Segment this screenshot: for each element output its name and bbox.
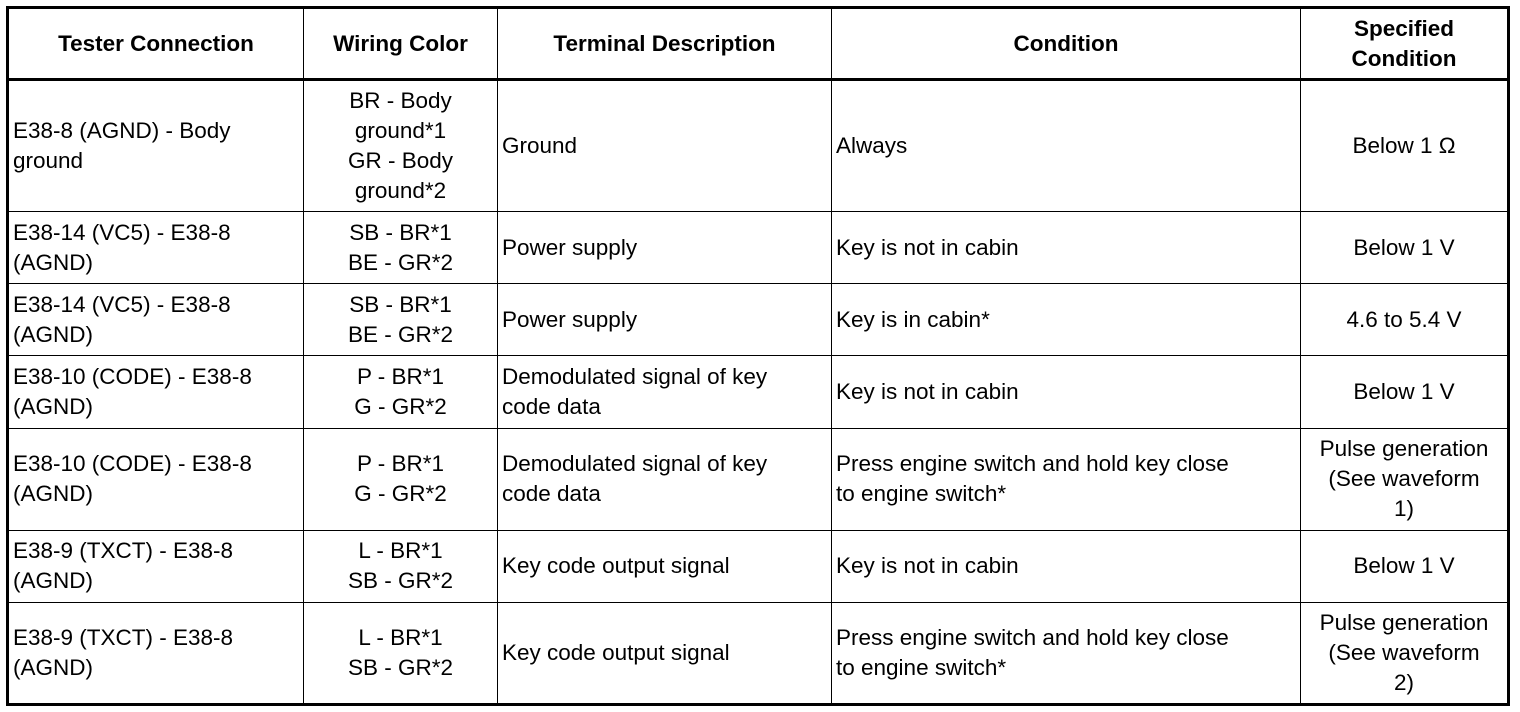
cell-condition <box>832 212 1301 284</box>
cell-tester-connection <box>8 212 304 284</box>
cell-specified-condition <box>1301 356 1509 428</box>
cell-condition <box>832 602 1301 704</box>
cell-terminal-description <box>498 356 832 428</box>
cell-condition <box>832 284 1301 356</box>
cell-wiring-color-line: P - BR*1 <box>356 451 445 477</box>
cell-specified-condition-line: Pulse generation <box>1319 609 1489 635</box>
cell-terminal-description-line: Ground <box>502 133 578 159</box>
cell-wiring-color <box>304 530 498 602</box>
cell-terminal-description-line: Key code output signal <box>502 553 730 579</box>
cell-wiring-color <box>304 356 498 428</box>
cell-specified-condition <box>1301 602 1509 704</box>
cell-wiring-color-line: L - BR*1 <box>358 538 443 564</box>
cell-wiring-color-line: G - GR*2 <box>354 393 447 419</box>
table-row <box>8 356 1509 428</box>
cell-tester-connection-line: E38-14 (VC5) - E38-8 <box>13 291 231 317</box>
cell-tester-connection-line: E38-10 (CODE) - E38-8 <box>13 363 252 389</box>
cell-condition-line: Key is not in cabin <box>836 234 1019 260</box>
table-row <box>8 530 1509 602</box>
cell-tester-connection-line: (AGND) <box>13 654 93 680</box>
cell-wiring-color-line: BE - GR*2 <box>347 321 454 347</box>
cell-specified-condition <box>1301 80 1509 212</box>
cell-tester-connection-line: E38-14 (VC5) - E38-8 <box>13 219 231 245</box>
header-row <box>8 8 1509 80</box>
cell-specified-condition <box>1301 428 1509 530</box>
cell-specified-condition-line: 1) <box>1393 496 1414 522</box>
cell-condition <box>832 428 1301 530</box>
cell-terminal-description-line: Demodulated signal of key <box>502 451 768 477</box>
table-row <box>8 428 1509 530</box>
cell-tester-connection-line: (AGND) <box>13 393 93 419</box>
cell-tester-connection <box>8 356 304 428</box>
cell-condition-line: to engine switch* <box>836 481 1007 507</box>
cell-tester-connection <box>8 80 304 212</box>
cell-terminal-description <box>498 284 832 356</box>
cell-specified-condition-line: Below 1 V <box>1353 234 1455 260</box>
cell-condition <box>832 530 1301 602</box>
cell-wiring-color <box>304 80 498 212</box>
cell-specified-condition-line: 4.6 to 5.4 V <box>1346 306 1462 332</box>
cell-terminal-description <box>498 212 832 284</box>
cell-condition-line: Press engine switch and hold key close <box>836 624 1229 650</box>
cell-tester-connection-line: E38-10 (CODE) - E38-8 <box>13 451 252 477</box>
cell-tester-connection-line: (AGND) <box>13 481 93 507</box>
cell-terminal-description-line: Power supply <box>502 234 638 260</box>
cell-tester-connection-line: (AGND) <box>13 249 93 275</box>
cell-condition-line: Press engine switch and hold key close <box>836 451 1229 477</box>
cell-condition-line: Key is not in cabin <box>836 553 1019 579</box>
cell-specified-condition-line: Below 1 V <box>1353 553 1455 579</box>
cell-wiring-color-line: G - GR*2 <box>354 481 447 507</box>
cell-terminal-description-line: Power supply <box>502 306 638 332</box>
cell-wiring-color-line: SB - GR*2 <box>347 654 454 680</box>
table-row <box>8 284 1509 356</box>
cell-terminal-description <box>498 530 832 602</box>
cell-wiring-color-line: SB - BR*1 <box>349 219 452 245</box>
cell-condition-line: Key is in cabin* <box>836 306 990 332</box>
cell-condition-line: Always <box>836 133 908 159</box>
cell-wiring-color-line: SB - GR*2 <box>347 568 454 594</box>
cell-tester-connection <box>8 284 304 356</box>
cell-terminal-description <box>498 602 832 704</box>
cell-condition-line: Key is not in cabin <box>836 378 1019 404</box>
cell-tester-connection-line: (AGND) <box>13 321 93 347</box>
table-row <box>8 212 1509 284</box>
cell-condition-line: to engine switch* <box>836 654 1007 680</box>
cell-tester-connection <box>8 530 304 602</box>
cell-condition <box>832 356 1301 428</box>
cell-terminal-description-line: Key code output signal <box>502 639 730 665</box>
table-row <box>8 602 1509 704</box>
cell-tester-connection-line: E38-9 (TXCT) - E38-8 <box>13 538 234 564</box>
cell-wiring-color-line: L - BR*1 <box>358 624 443 650</box>
cell-specified-condition-line: (See waveform <box>1328 639 1480 665</box>
cell-wiring-color-line: ground*1 <box>354 118 447 144</box>
header-specified-condition: Specified Condition <box>1301 8 1509 80</box>
cell-tester-connection-line: E38-9 (TXCT) - E38-8 <box>13 624 234 650</box>
cell-specified-condition <box>1301 530 1509 602</box>
header-wiring-color: Wiring Color <box>304 8 498 80</box>
cell-terminal-description <box>498 80 832 212</box>
cell-terminal-description <box>498 428 832 530</box>
header-tester-connection: Tester Connection <box>8 8 304 80</box>
cell-wiring-color-line: SB - BR*1 <box>349 291 452 317</box>
table-body <box>8 80 1509 705</box>
cell-wiring-color <box>304 212 498 284</box>
cell-tester-connection-line: ground <box>13 148 84 174</box>
tester-connection-table <box>6 6 1510 706</box>
cell-wiring-color <box>304 602 498 704</box>
cell-specified-condition-line: 2) <box>1393 669 1414 695</box>
cell-wiring-color <box>304 428 498 530</box>
cell-wiring-color-line: GR - Body <box>347 148 454 174</box>
cell-wiring-color-line: ground*2 <box>354 178 447 204</box>
cell-specified-condition-line: Pulse generation <box>1319 436 1489 462</box>
cell-tester-connection-line: (AGND) <box>13 568 93 594</box>
cell-wiring-color-line: BR - Body <box>349 88 452 114</box>
cell-wiring-color-line: BE - GR*2 <box>347 249 454 275</box>
header-terminal-description: Terminal Description <box>498 8 832 80</box>
cell-specified-condition-line: Below 1 Ω <box>1352 133 1456 159</box>
cell-condition <box>832 80 1301 212</box>
cell-specified-condition-line: (See waveform <box>1328 466 1480 492</box>
cell-wiring-color-line: P - BR*1 <box>356 363 445 389</box>
cell-specified-condition <box>1301 212 1509 284</box>
cell-wiring-color <box>304 284 498 356</box>
cell-tester-connection <box>8 602 304 704</box>
cell-tester-connection-line: E38-8 (AGND) - Body <box>13 118 231 144</box>
header-condition: Condition <box>832 8 1301 80</box>
table-row <box>8 80 1509 212</box>
cell-terminal-description-line: Demodulated signal of key <box>502 363 768 389</box>
cell-terminal-description-line: code data <box>502 481 601 507</box>
cell-terminal-description-line: code data <box>502 393 601 419</box>
cell-tester-connection <box>8 428 304 530</box>
cell-specified-condition <box>1301 284 1509 356</box>
cell-specified-condition-line: Below 1 V <box>1353 378 1455 404</box>
